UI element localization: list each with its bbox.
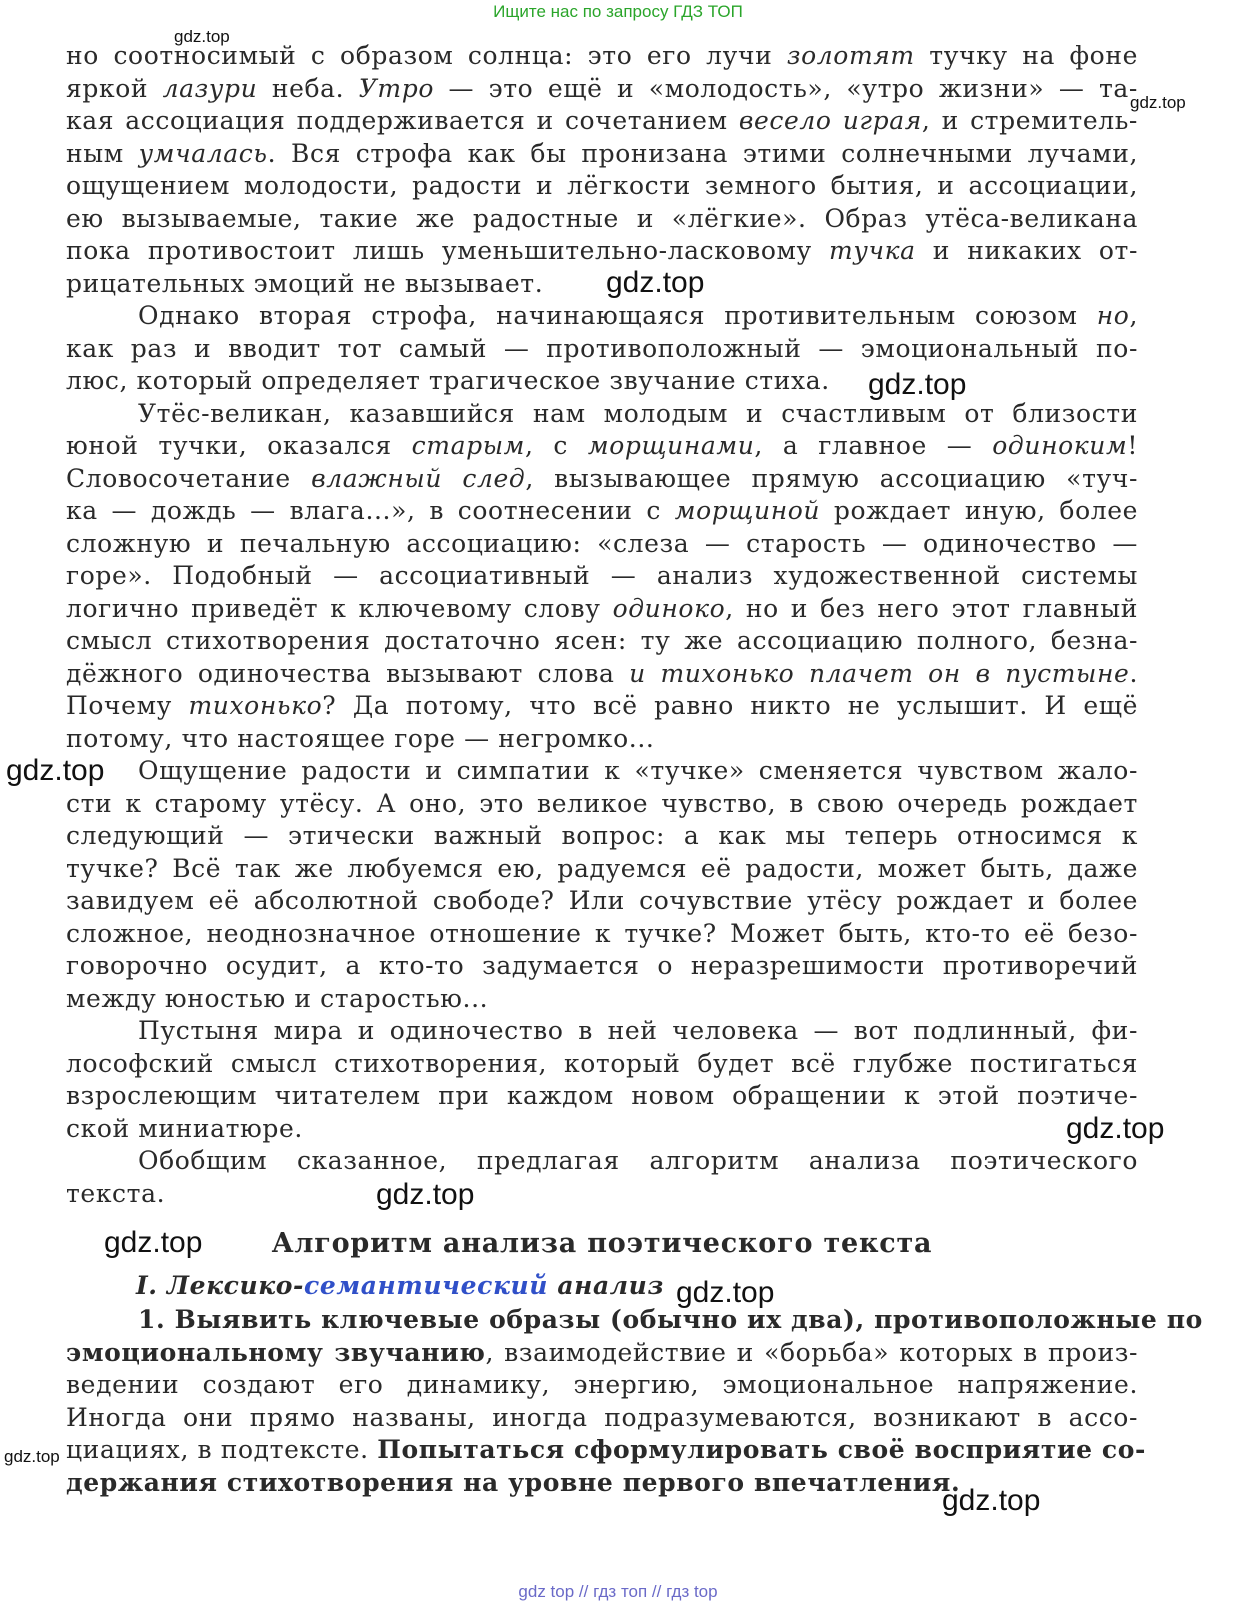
text-line: эмоциональному звучанию, взаимодействие и «борьба» которых в произ- [66,1337,1139,1367]
text-line: Обобщим сказанное, предлагая алгоритм анализа поэтического [138,1146,1138,1175]
watermark: gdz.top [868,368,967,401]
text-line: взрослеющим читателем при каждом новом обращении к этой поэтиче- [66,1081,1138,1110]
text-line: 1. Выявить ключевые образы (обычно их два), противоположные по [138,1305,1203,1334]
text-line: люс, который определяет трагическое звучание стиха. [66,366,830,395]
text-line: тучке? Всё так же любуемся ею, радуемся её радости, может быть, даже [66,853,1138,883]
section-heading: Алгоритм анализа поэтического текста [271,1228,933,1259]
bottom-banner: gdz top // гдз топ // гдз top [518,1582,718,1601]
top-banner: Ищите нас по запросу ГДЗ ТОП [493,2,743,21]
watermark: gdz.top [606,266,705,299]
text-line: ным умчалась. Вся строфа как бы пронизана этими солнечными лучами, [66,138,1139,168]
text-line: рицательных эмоций не вызывает. [66,268,544,298]
text-line: завидуем её абсолютной свободе? Или сочувствие утёсу рождает и более [66,886,1138,915]
text-line: лософский смысл стихотворения, который будет всё глубже постигаться [66,1048,1138,1078]
text-line: ка — дождь — влага...», в соотнесении с морщиной рождает иную, более [66,496,1139,525]
text-line: ведении создают его динамику, энергию, эмоциональное напряжение. [66,1370,1138,1399]
text-line: пока противостоит лишь уменьшительно-ласковому тучка и никаких от- [66,236,1138,265]
text-line: циациях, в подтексте. Попытаться сформулировать своё восприятие со- [66,1435,1146,1464]
text-line: следующий — этически важный вопрос: а как мы теперь относимся к [66,821,1138,850]
text-line: логично приведёт к ключевому слову одиноко, но и без него этот главный [66,593,1138,623]
watermark: gdz.top [376,1178,475,1211]
text-line: кая ассоциация поддерживается и сочетанием весело играя, и стремитель- [66,106,1138,135]
text-line: но соотносимый с образом солнца: это его лучи золотят тучку на фоне [66,41,1138,70]
watermark: gdz.top [1130,93,1186,112]
watermark: gdz.top [104,1226,203,1259]
text-line: Пустыня мира и одиночество в ней человека — вот подлинный, фи- [138,1016,1138,1045]
text-line: Почему тихонько? Да потому, что всё равно никто не услышит. И ещё [66,691,1138,720]
text-line: держания стихотворения на уровне первого впечатления. [66,1467,961,1497]
text-line: яркой лазури неба. Утро — это ещё и «молодость», «утро жизни» — та- [66,73,1138,103]
text-line: потому, что настоящее горе — негромко... [66,723,655,753]
text-line: сти к старому утёсу. А оно, это великое чувство, в свою очередь рождает [66,788,1138,818]
text-line: юной тучки, оказался старым, с морщинами, а главное — одиноким! [66,431,1138,460]
text-line: сложную и печальную ассоциацию: «слеза — старость — одиночество — [66,528,1138,558]
text-line: Однако вторая строфа, начинающаяся противительным союзом но, [138,301,1138,330]
watermark: gdz.top [942,1484,1041,1517]
watermark: gdz.top [6,754,105,787]
watermark: gdz.top [4,1447,60,1466]
text-line: смысл стихотворения достаточно ясен: ту же ассоциацию полного, безна- [66,626,1138,655]
text-line: между юностью и старостью... [66,983,489,1013]
watermark: gdz.top [174,27,230,46]
text-line: ской миниатюре. [66,1113,303,1143]
text-line: текста. [66,1178,166,1208]
text-line: говорочно осудит, а кто-то задумается о неразрешимости противоречий [66,951,1138,980]
text-line: дёжного одиночества вызывают слова и тихонько плачет он в пустыне. [66,658,1138,688]
watermark: gdz.top [1066,1112,1165,1145]
text-line: Ощущение радости и симпатии к «тучке» сменяется чувством жало- [138,756,1138,785]
text-line: сложное, неоднозначное отношение к тучке? Может быть, кто-то её безо- [66,918,1138,948]
watermark: gdz.top [676,1276,775,1309]
text-line: ощущением молодости, радости и лёгкости земного бытия, и ассоциации, [66,171,1138,200]
text-line: Утёс-великан, казавшийся нам молодым и счастливым от близости [138,398,1138,428]
text-line: как раз и вводит тот самый — противоположный — эмоциональный по- [66,333,1138,363]
text-line: Иногда они прямо названы, иногда подразумеваются, возникают в ассо- [66,1402,1138,1432]
subsection-heading: I. Лексико-семантический анализ [136,1271,665,1300]
text-line: горе». Подобный — ассоциативный — анализ художественной системы [66,561,1138,590]
text-line: ею вызываемые, такие же радостные и «лёгкие». Образ утёса-великана [66,203,1138,233]
text-line: Словосочетание влажный след, вызывающее прямую ассоциацию «туч- [66,463,1138,493]
